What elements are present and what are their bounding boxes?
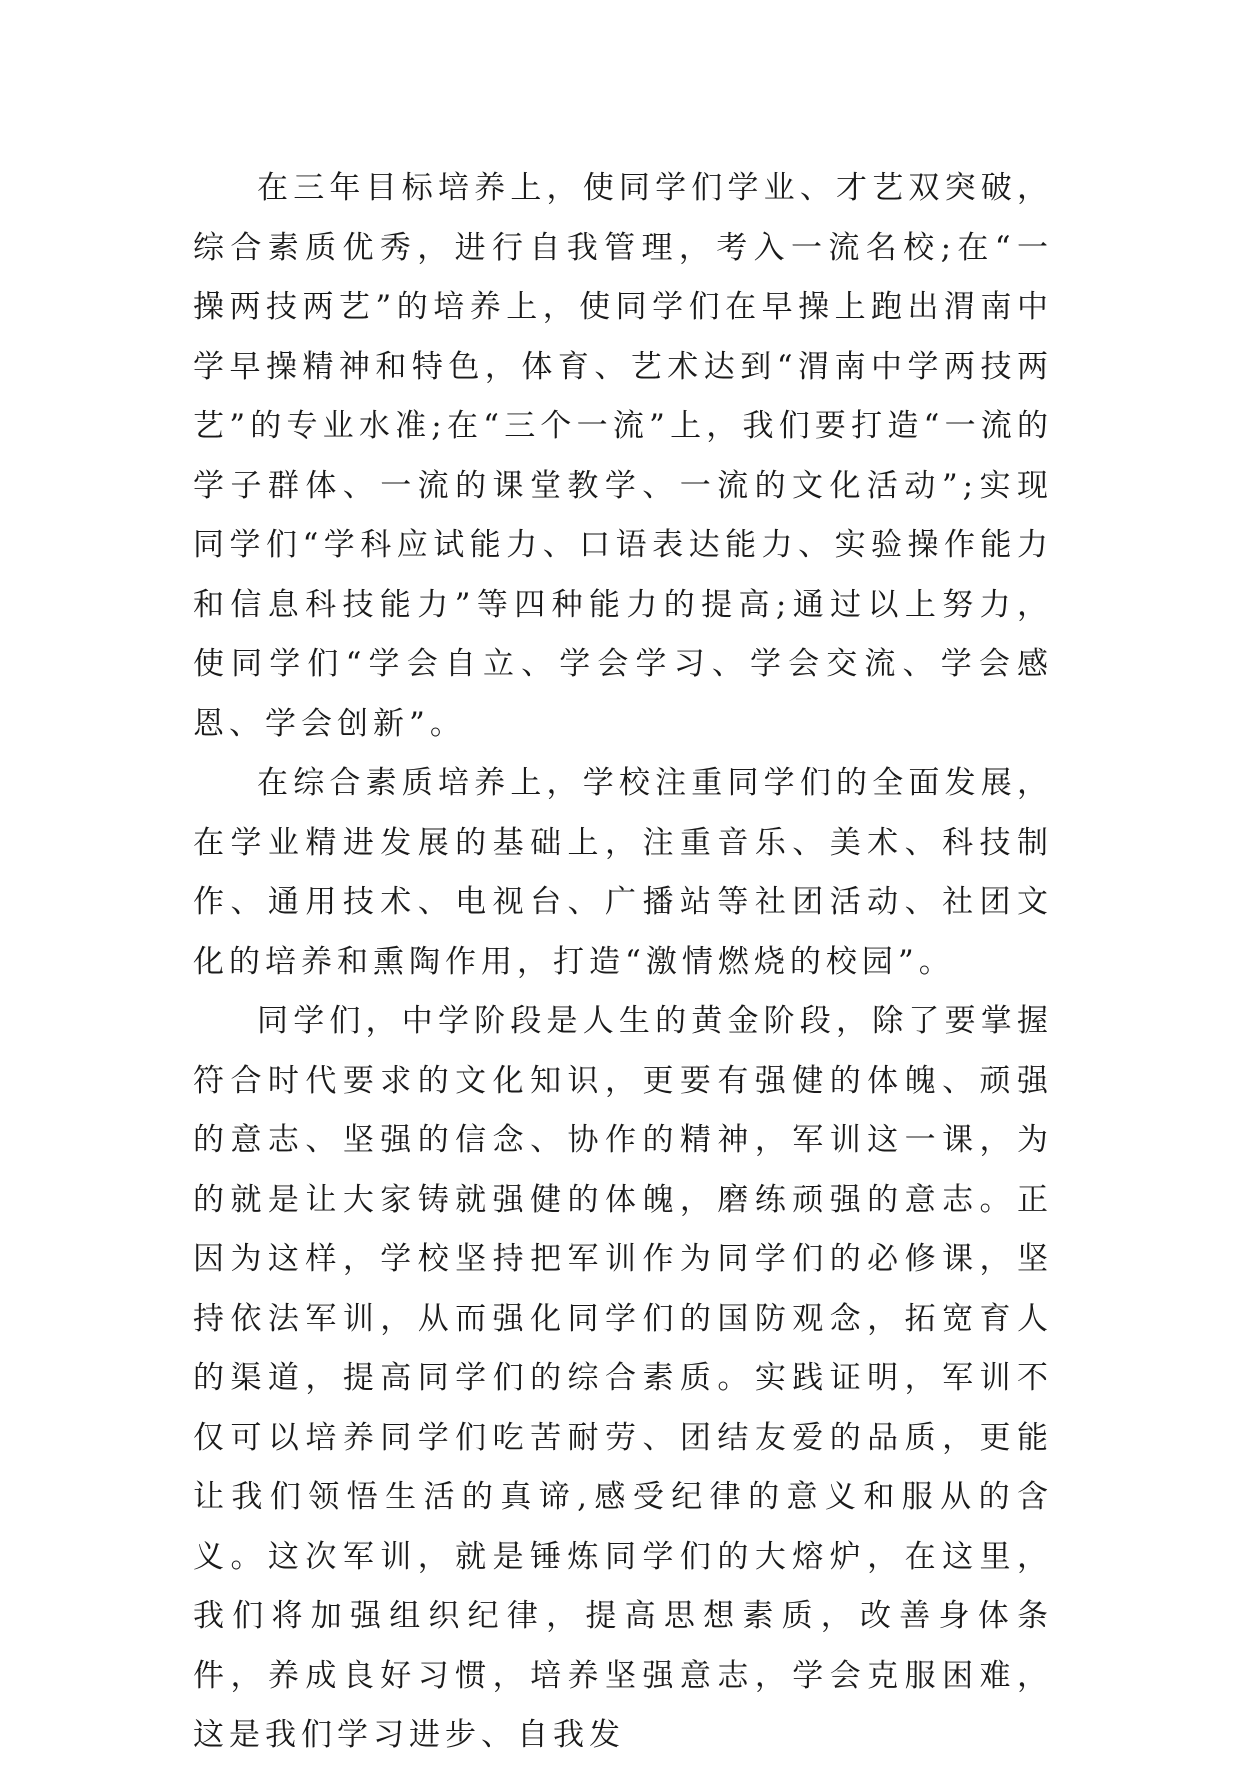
paragraph-military-training: 同学们，中学阶段是人生的黄金阶段，除了要掌握符合时代要求的文化知识，更要有强健的体魄、顽强的意志、坚强的信念、协作的精神，军训这一课，为的就是让大家铸就强健的体魄，磨练顽强的意志。正因为这样，学校坚持把军训作为同学们的必修课，坚持依法军训，从而强化同学们的国防观念，拓宽育人的渠道，提高同学们的综合素质。实践证明，军训不仅可以培养同学们吃苦耐劳、团结友爱的品质，更能让我们领悟生活的真谛,感受纪律的意义和服从的含义。这次军训，就是锤炼同学们的大熔炉，在这里，我们将加强组织纪律，提高思想素质，改善身体条件，养成良好习惯，培养坚强意志，学会克服困难，这是我们学习进步、自我发: [193, 1003, 1053, 1753]
paragraph-goals: 在三年目标培养上，使同学们学业、才艺双突破，综合素质优秀，进行自我管理，考入一流名校;在“一操两技两艺”的培养上，使同学们在早操上跑出渭南中学早操精神和特色，体育、艺术达到“渭南中学两技两艺”的专业水准;在“三个一流”上，我们要打造“一流的学子群体、一流的课堂教学、一流的文化活动”;实现同学们“学科应试能力、口语表达能力、实验操作能力和信息科技能力”等四种能力的提高;通过以上努力，使同学们“学会自立、学会学习、学会交流、学会感恩、学会创新”。: [193, 170, 1053, 742]
paragraph-quality: 在综合素质培养上，学校注重同学们的全面发展，在学业精进发展的基础上，注重音乐、美术、科技制作、通用技术、电视台、广播站等社团活动、社团文化的培养和熏陶作用，打造“激情燃烧的校园”。: [193, 765, 1053, 980]
body-text: [193, 159, 1053, 1766]
